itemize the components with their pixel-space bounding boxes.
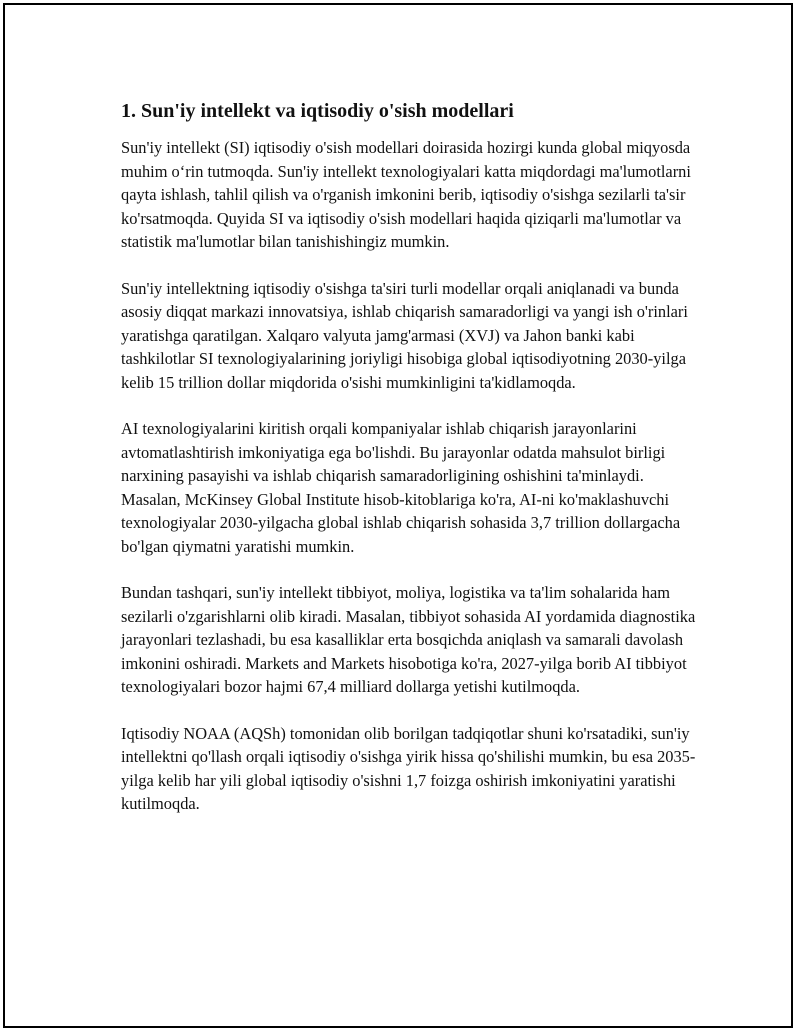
paragraph-2: Sun'iy intellektning iqtisodiy o'sishga ta'siri turli modellar orqali aniqlanadi va bunda asosiy diqqat markazi innovatsiya, ishlab chiqarish samaradorligi va yangi ish o'rinlari yaratishga qaratilgan. Xalqaro valyuta jamg'armasi (XVJ) va Jahon banki kabi tashkilotlar SI texnologiyalarining joriyligi hisobiga global iqtisodiyotning 2030-yilga kelib 15 trillion dollar miqdorida o'sishi mumkinligini ta'kidlamoqda. (121, 278, 688, 392)
paragraph-3: AI texnologiyalarini kiritish orqali kompaniyalar ishlab chiqarish jarayonlarini avtomatlashtirish imkoniyatiga ega bo'lishdi. Bu jarayonlar odatda mahsulot birligi narxining pasayishi va ishlab chiqarish samaradorligining oshishini ta'minlaydi. Masalan, McKinsey Global Institute hisob-kitoblariga ko'ra, AI-ni ko'maklashuvchi texnologiyalar 2030-yilgacha global ishlab chiqarish sohasida 3,7 trillion dollargacha bo'lgan qiymatni yaratishi mumkin. (121, 419, 681, 556)
document-body (121, 97, 701, 839)
paragraph-4: Bundan tashqari, sun'iy intellekt tibbiyot, moliya, logistika va ta'lim sohalarida ham sezilarli o'zgarishlarni olib kiradi. Masalan, tibbiyot sohasida AI yordamida diagnostika jarayonlari tezlashadi, bu esa kasalliklar erta bosqichda aniqlash va samarali davolash imkonini oshiradi. Markets and Markets hisobotiga ko'ra, 2027-yilga borib AI tibbiyot texnologiyalari bozor hajmi 67,4 milliard dollarga yetishi kutilmoqda. (121, 583, 696, 696)
section-heading: 1. Sun'iy intellekt va iqtisodiy o'sish modellari (121, 100, 514, 122)
document-page (3, 3, 793, 1028)
paragraph-5: Iqtisodiy NOAA (AQSh) tomonidan olib borilgan tadqiqotlar shuni ko'rsatadiki, sun'iy intellektni qo'llash orqali iqtisodiy o'sishga yirik hissa qo'shilishi mumkin, bu esa 2035-yilga kelib har yili global iqtisodiy o'sishni 1,7 foizga oshirish imkoniyatini yaratishi kutilmoqda. (121, 723, 696, 813)
paragraph-1: Sun'iy intellekt (SI) iqtisodiy o'sish modellari doirasida hozirgi kunda global miqyosda muhim oʻrin tutmoqda. Sun'iy intellekt texnologiyalari katta miqdordagi ma'lumotlarni qayta ishlash, tahlil qilish va o'rganish imkonini berib, iqtisodiy o'sishga sezilarli ta'sir ko'rsatmoqda. Quyida SI va iqtisodiy o'sish modellari haqida qiziqarli ma'lumotlar va statistik ma'lumotlar bilan tanishishingiz mumkin. (121, 138, 691, 251)
